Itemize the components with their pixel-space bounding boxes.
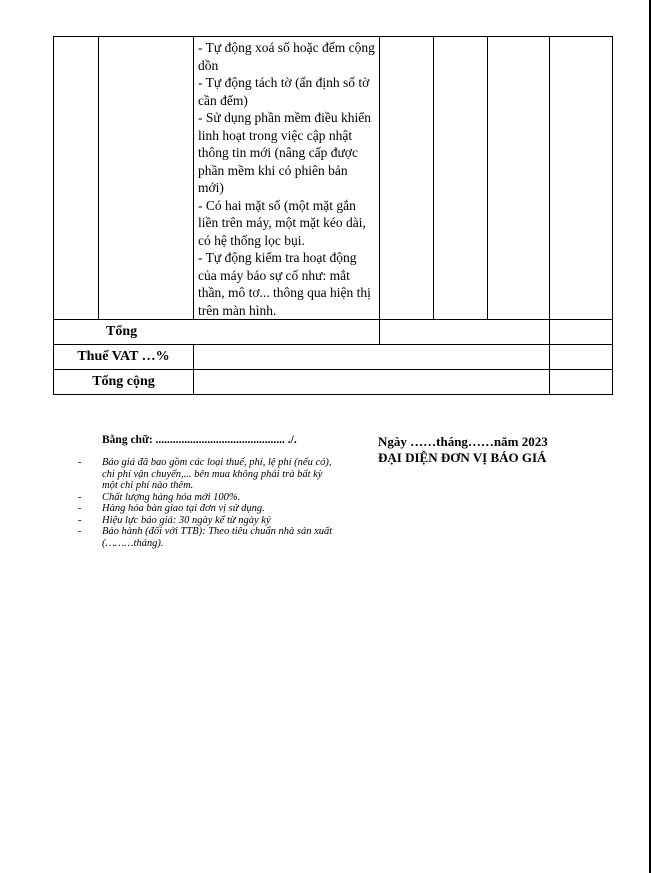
bullet-dash: -: [78, 457, 82, 468]
quote-table: [53, 36, 613, 395]
list-item: [78, 492, 338, 504]
note-text: Hiệu lực báo giá: 30 ngày kể từ ngày ký: [102, 514, 271, 526]
total-label: Tổng: [54, 320, 380, 345]
table-cell: [54, 37, 99, 320]
description-cell: [194, 37, 380, 320]
table-cell: [488, 37, 550, 320]
table-cell: [99, 37, 194, 320]
note-text: Hàng hóa bàn giao tại đơn vị sử dụng.: [102, 503, 265, 514]
bullet-dash: -: [78, 503, 82, 514]
grand-total-label: Tổng cộng: [54, 370, 194, 395]
description-line: - Sử dụng phần mềm điều khiển linh hoạt trong việc cập nhật thông tin mới (nâng cấp được phần mềm khi có phiên bản mới): [198, 110, 372, 195]
total-value: [380, 320, 550, 345]
table-cell: [550, 345, 613, 370]
signature-block: [378, 434, 548, 466]
grand-total-row: [54, 370, 613, 395]
table-cell: [550, 370, 613, 395]
amount-in-words: Bằng chữ: ............................................. ./.: [102, 434, 297, 446]
vat-row: [54, 345, 613, 370]
bullet-dash: -: [78, 526, 82, 537]
date-line: Ngày ……tháng……năm 2023: [378, 434, 548, 449]
bullet-dash: -: [78, 514, 82, 526]
bullet-dash: -: [78, 491, 82, 503]
table-cell: [550, 37, 613, 320]
table-row: [54, 37, 613, 320]
vat-value: [194, 345, 550, 370]
description-line: - Có hai mặt số (một mặt gắn liền trên máy, một mặt kéo dài, có hệ thống lọc bụi.: [198, 197, 366, 248]
note-text: Báo giá đã bao gồm các loại thuế, phí, lệ phí (nếu có), chi phí vận chuyển,... bên mua không phải trả bất kỳ một chi phí nào thêm.: [102, 457, 332, 491]
description-line: - Tự động kiểm tra hoạt động của máy báo sự cố như: mắt thần, mô tơ... thông qua hiện thị trên màn hình.: [198, 250, 371, 318]
total-row: [54, 320, 613, 345]
table-cell: [380, 37, 434, 320]
list-item: [78, 526, 338, 549]
table-cell: [550, 320, 613, 345]
description-line: - Tự động xoá số hoặc đếm cộng dồn: [198, 40, 375, 73]
list-item: [78, 457, 338, 492]
terms-list: [78, 457, 338, 549]
vat-label: Thuế VAT …%: [54, 345, 194, 370]
signer-title: ĐẠI DIỆN ĐƠN VỊ BÁO GIÁ: [378, 450, 547, 465]
list-item: [78, 503, 338, 515]
grand-total-value: [194, 370, 550, 395]
table-cell: [434, 37, 488, 320]
note-text: Chất lượng hàng hóa mới 100%.: [102, 491, 241, 503]
list-item: [78, 515, 338, 527]
description-line: - Tự động tách tờ (ấn định số tờ cần đếm): [198, 75, 370, 108]
note-text: Bảo hành (đối với TTB): Theo tiêu chuẩn nhà sản xuất (………tháng).: [102, 526, 333, 549]
